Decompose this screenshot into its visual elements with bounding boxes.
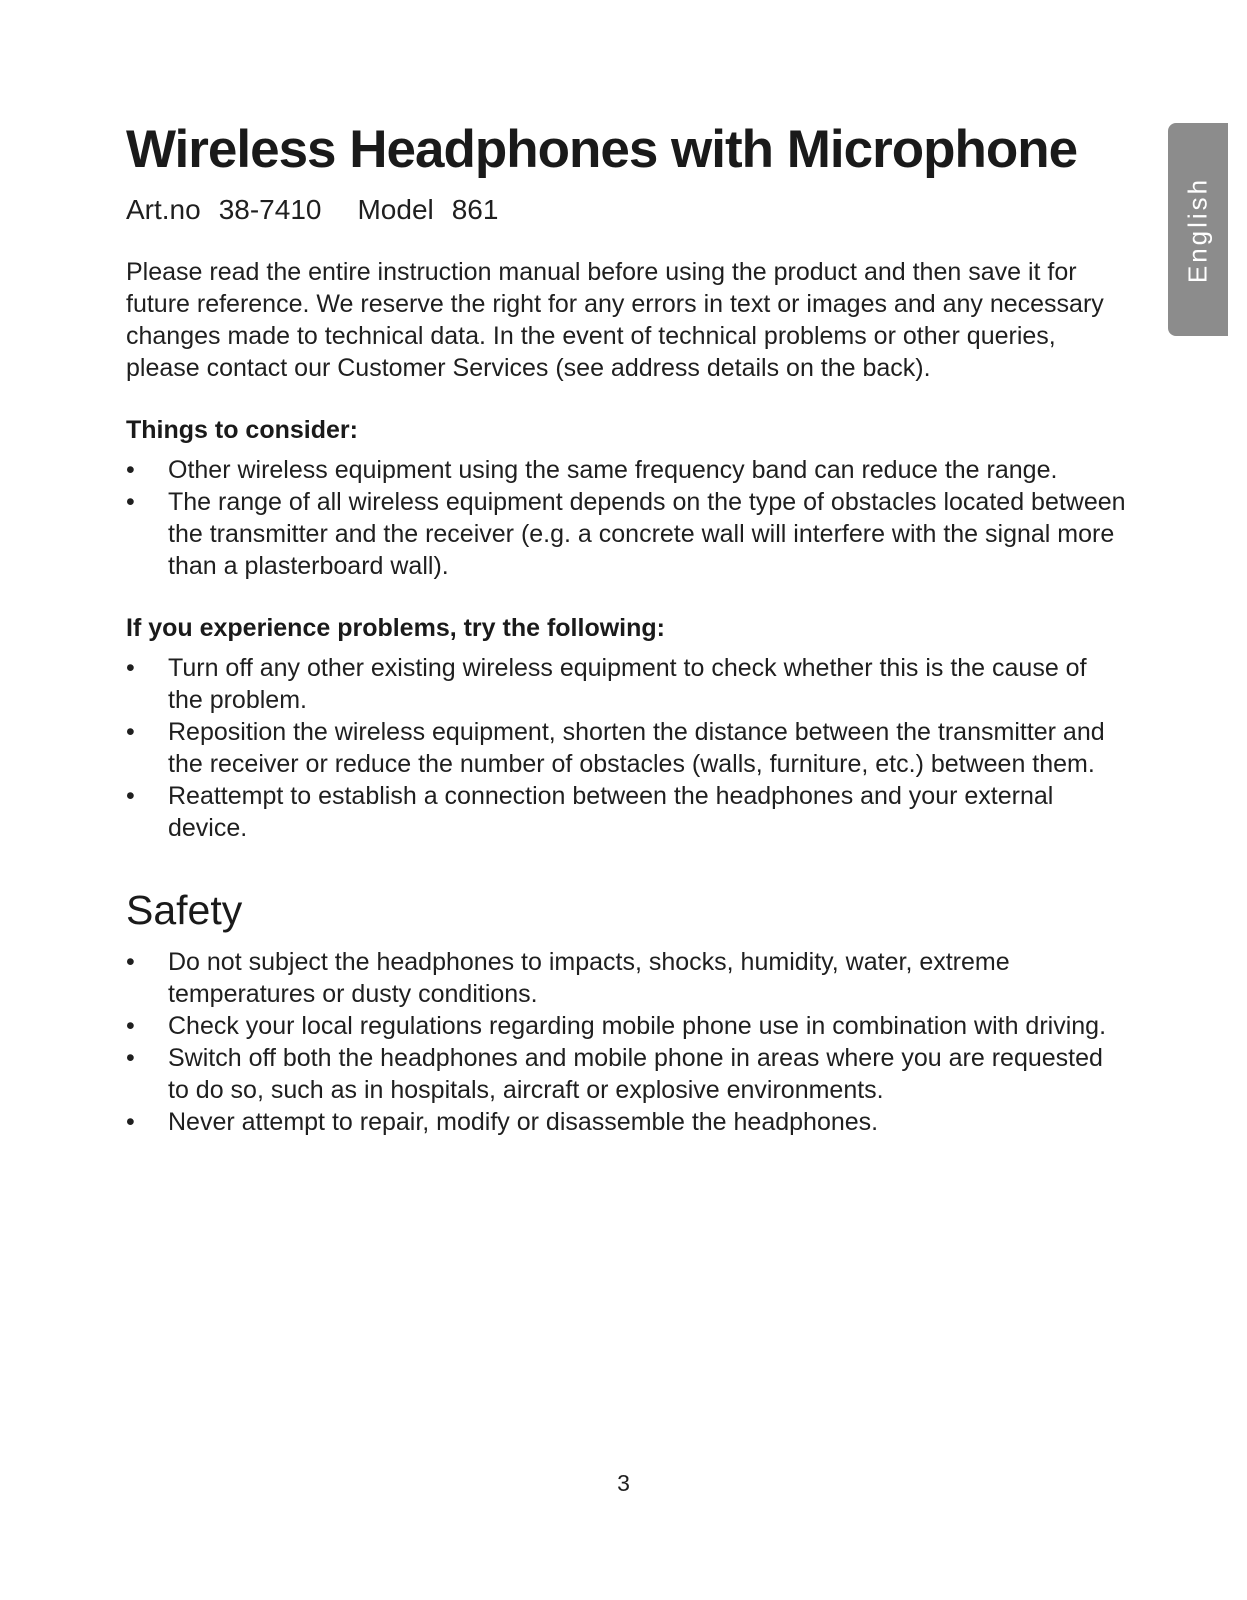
- article-model-line: [126, 188, 1126, 232]
- list-item: [126, 486, 1126, 582]
- list-item: [126, 652, 1126, 716]
- list-item: [126, 454, 1126, 486]
- bullet-icon: •: [126, 948, 135, 976]
- list-item: [126, 946, 1126, 1010]
- intro-paragraph: Please read the entire instruction manual before using the product and then save it for future reference. We reserve the right for any errors in text or images and any necessary changes made to technical data. In the event of technical problems or other queries, please contact our Customer Services (see address details on the back).: [126, 258, 1104, 382]
- list-item-text: Never attempt to repair, modify or disassemble the headphones.: [168, 1108, 879, 1136]
- bullet-icon: •: [126, 456, 135, 484]
- list-item: [126, 1042, 1126, 1106]
- language-tab: [1168, 123, 1228, 336]
- bullet-icon: •: [126, 1012, 135, 1040]
- list-item-text: Reattempt to establish a connection between the headphones and your external device.: [168, 782, 1054, 842]
- bullet-icon: •: [126, 654, 135, 682]
- page-title: Wireless Headphones with Microphone: [126, 120, 1078, 179]
- language-tab-label: English: [1182, 176, 1213, 283]
- list-item-text: Do not subject the headphones to impacts, shocks, humidity, water, extreme temperatures or dusty conditions.: [168, 948, 1010, 1008]
- safety-heading: Safety: [126, 887, 243, 933]
- list-item: [126, 780, 1126, 844]
- bullet-icon: •: [126, 1108, 135, 1136]
- list-item-text: Check your local regulations regarding mobile phone use in combination with driving.: [168, 1012, 1107, 1040]
- model-number: 861: [451, 194, 499, 225]
- art-number: 38-7410: [218, 194, 322, 225]
- bullet-icon: •: [126, 488, 135, 516]
- art-label: Art.no: [126, 194, 201, 225]
- bullet-icon: •: [126, 718, 135, 746]
- troubleshooting-heading: If you experience problems, try the following:: [126, 614, 665, 642]
- list-item: [126, 716, 1126, 780]
- bullet-icon: •: [126, 1044, 135, 1072]
- list-item-text: Reposition the wireless equipment, shorten the distance between the transmitter and the receiver or reduce the number of obstacles (walls, furniture, etc.) between them.: [168, 718, 1105, 778]
- document-page: [126, 112, 1126, 1138]
- considerations-heading: Things to consider:: [126, 416, 358, 444]
- safety-list: [126, 946, 1126, 1138]
- troubleshooting-list: [126, 652, 1126, 844]
- list-item: [126, 1106, 1126, 1138]
- page-number: 3: [617, 1470, 630, 1496]
- list-item-text: Other wireless equipment using the same frequency band can reduce the range.: [168, 456, 1058, 484]
- list-item: [126, 1010, 1126, 1042]
- model-label: Model: [357, 194, 434, 225]
- bullet-icon: •: [126, 782, 135, 810]
- considerations-list: [126, 454, 1126, 582]
- list-item-text: Switch off both the headphones and mobile phone in areas where you are requested to do so, such as in hospitals, aircraft or explosive environments.: [168, 1044, 1103, 1104]
- list-item-text: The range of all wireless equipment depends on the type of obstacles located between the transmitter and the receiver (e.g. a concrete wall will interfere with the signal more than a plasterboard wall).: [168, 488, 1126, 580]
- list-item-text: Turn off any other existing wireless equipment to check whether this is the cause of the problem.: [168, 654, 1087, 714]
